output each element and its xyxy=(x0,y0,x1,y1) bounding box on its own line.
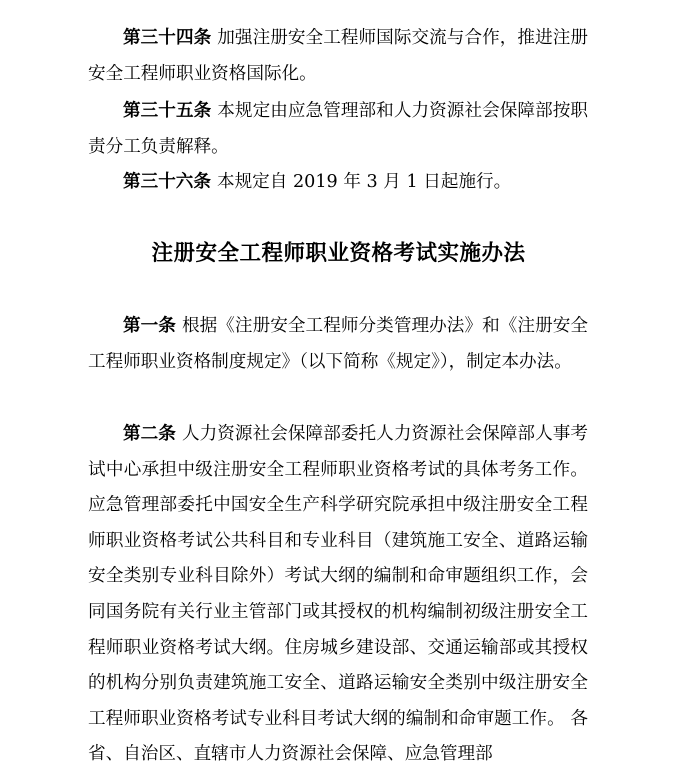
article-number: 第三十四条 xyxy=(123,28,212,48)
article-number: 第三十六条 xyxy=(123,172,211,192)
document-title: 注册安全工程师职业资格考试实施办法 xyxy=(151,241,526,266)
article-number: 第一条 xyxy=(123,316,176,336)
article-text: 加强注册安全工程师国际交流与合作，推进注册安全工程师职业资格国际化。 xyxy=(88,28,588,84)
article-2 xyxy=(88,417,588,773)
article-36 xyxy=(88,165,588,201)
article-text: 本规定由应急管理部和人力资源社会保障部按职责分工负责解释。 xyxy=(88,101,588,157)
article-text: 本规定自 2019 年 3 月 1 日起施行。 xyxy=(216,172,512,192)
article-text: 人力资源社会保障部委托人力资源社会保障部人事考试中心承担中级注册安全工程师职业资格考试的具体考务工作。应急管理部委托中国安全生产科学研究院承担中级注册安全工程师职业资格考试公共科目和专业科目（建筑施工安全、道路运输安全类别专业科目除外）考试大纲的编制和命审题组织工作，会同国务院有关行业主管部门或其授权的机构编制初级注册安全工程师职业资格考试大纲。住房城乡建设部、交通运输部或其授权的机构分别负责建筑施工安全、道路运输安全类别中级注册安全工程师职业资格考试专业科目考试大纲的编制和命审题工作。 各省、自治区、直辖市人力资源社会保障、应急管理部 xyxy=(88,424,588,765)
article-1 xyxy=(88,309,588,380)
article-number: 第三十五条 xyxy=(123,101,212,121)
article-35 xyxy=(88,94,588,165)
article-number: 第二条 xyxy=(123,424,176,444)
article-text: 根据《注册安全工程师分类管理办法》和《注册安全工程师职业资格制度规定》（以下简称《规定》），制定本办法。 xyxy=(88,316,588,372)
article-34 xyxy=(88,21,588,92)
